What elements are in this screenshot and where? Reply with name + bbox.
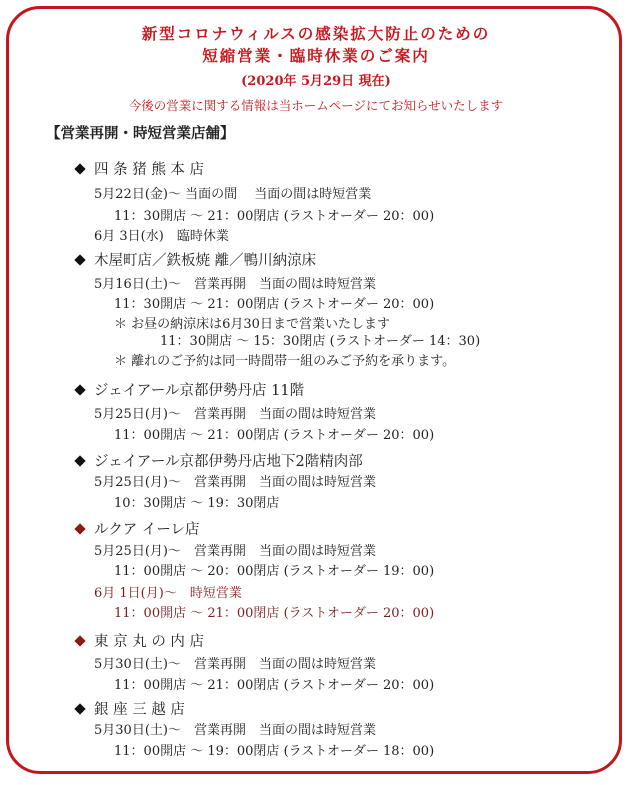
store-line: ＊ お昼の納涼床は6月30日まで営業いたします — [114, 317, 390, 332]
store-line-changed: 6月 1日(月)～ 時短営業 — [94, 586, 242, 601]
store-line: 10：30開店 ～ 19：30閉店 — [114, 496, 280, 511]
store-line: 5月25日(月)～ 営業再開 当面の間は時短営業 — [94, 544, 376, 559]
store-line: 11：00開店 ～ 19：00閉店 (ラストオーダー 18：00) — [114, 744, 435, 759]
diamond-bullet-icon — [74, 635, 85, 646]
store-line: 11：30開店 ～ 15：30閉店 (ラストオーダー 14：30) — [160, 334, 481, 349]
store-line: 6月 3日(水) 臨時休業 — [94, 229, 229, 244]
store-line: 5月30日(土)～ 営業再開 当面の間は時短営業 — [94, 657, 376, 672]
store-heading — [74, 379, 304, 400]
store-heading — [74, 518, 200, 539]
store-name: ルクア イーレ店 — [94, 522, 200, 538]
store-name: ジェイアール京都伊勢丹店 11階 — [94, 383, 305, 399]
store-name: 銀 座 三 越 店 — [94, 702, 185, 718]
store-line: 5月22日(金)～ 当面の間 当面の間は時短営業 — [94, 187, 372, 202]
diamond-bullet-icon — [74, 254, 85, 265]
store-line: 5月16日(土)～ 営業再開 当面の間は時短営業 — [94, 277, 376, 292]
notice-title-line-2: 短縮営業・臨時休業のご案内 — [202, 46, 430, 65]
diamond-bullet-icon — [74, 455, 85, 466]
notice-text: 今後の営業に関する情報は当ホームページにてお知らせいたします — [128, 98, 504, 113]
diamond-bullet-icon — [74, 384, 85, 395]
store-line: ＊ 離れのご予約は同一時間帯一組のみご予約を承ります。 — [114, 354, 456, 369]
diamond-bullet-icon — [74, 703, 85, 714]
section-heading: 【営業再開・時短営業店舗】 — [46, 125, 235, 142]
store-line: 11：00開店 ～ 21：00閉店 (ラストオーダー 20：00) — [114, 678, 435, 693]
store-line: 11：30開店 ～ 21：00閉店 (ラストオーダー 20：00) — [114, 209, 435, 224]
store-name: 東 京 丸 の 内 店 — [94, 634, 205, 650]
diamond-bullet-icon — [74, 163, 85, 174]
store-line: 5月30日(土)～ 営業再開 当面の間は時短営業 — [94, 723, 376, 738]
store-name: 四 条 猪 熊 本 店 — [94, 162, 205, 178]
store-line-changed: 11：00開店 ～ 21：00閉店 (ラストオーダー 20：00) — [114, 606, 435, 621]
store-heading — [74, 249, 316, 270]
store-heading — [74, 698, 185, 719]
store-name: 木屋町店／鉄板焼 離／鴨川納涼床 — [94, 253, 317, 269]
store-line: 5月25日(月)～ 営業再開 当面の間は時短営業 — [94, 407, 376, 422]
store-line: 5月25日(月)～ 営業再開 当面の間は時短営業 — [94, 475, 376, 490]
as-of-date: (2020年 5月29日 現在) — [241, 74, 391, 89]
store-line: 11：00開店 ～ 21：00閉店 (ラストオーダー 20：00) — [114, 428, 435, 443]
store-name: ジェイアール京都伊勢丹店地下2階精肉部 — [94, 454, 363, 470]
store-heading — [74, 630, 204, 651]
store-line: 11：00開店 ～ 20：00閉店 (ラストオーダー 19：00) — [114, 564, 435, 579]
store-heading — [74, 158, 204, 179]
store-line: 11：30開店 ～ 21：00閉店 (ラストオーダー 20：00) — [114, 297, 435, 312]
notice-title-line-1: 新型コロナウィルスの感染拡大防止のための — [141, 24, 491, 43]
store-heading — [74, 450, 363, 471]
diamond-bullet-icon — [74, 523, 85, 534]
